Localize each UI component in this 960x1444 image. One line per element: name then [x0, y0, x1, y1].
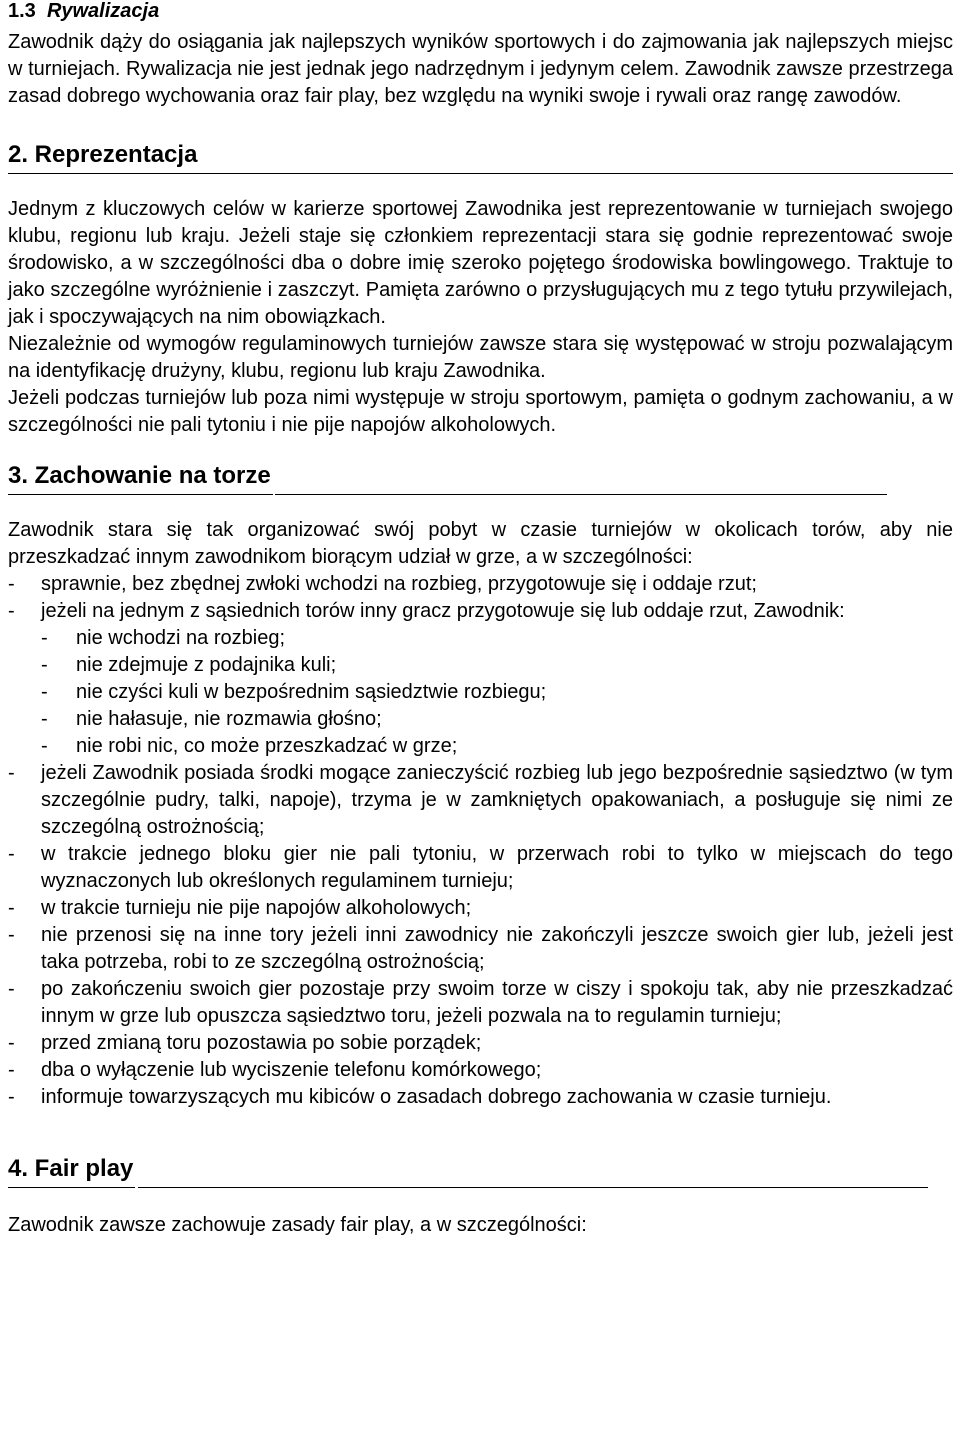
section-3-heading	[8, 461, 953, 495]
list-item-text: jeżeli na jednym z sąsiednich torów inny gracz przygotowuje się lub oddaje rzut, Zawodnik:	[41, 600, 845, 622]
list-item: - dba o wyłączenie lub wyciszenie telefonu komórkowego;	[8, 1057, 953, 1084]
section-3-heading-rule	[275, 494, 887, 495]
section-title: Rywalizacja	[46, 0, 160, 22]
list-item: - nie przenosi się na inne tory jeżeli inni zawodnicy nie zakończyli jeszcze swoich gier lub, jeżeli jest taka potrzeba, robi to ze szczególną ostrożnością;	[8, 922, 953, 976]
list-item	[8, 598, 953, 760]
list-item: - w trakcie jednego bloku gier nie pali tytoniu, w przerwach robi to tylko w miejscach do tego wyznaczonych lub określonych regulaminem turnieju;	[8, 841, 953, 895]
sub-list-item: - nie wchodzi na rozbieg;	[41, 625, 953, 652]
section-4-heading-text: 4. Fair play	[8, 1154, 135, 1188]
section-3-heading-text: 3. Zachowanie na torze	[8, 461, 273, 495]
section-4-intro: Zawodnik zawsze zachowuje zasady fair play, a w szczególności:	[8, 1214, 587, 1236]
sub-list-item: - nie robi nic, co może przeszkadzać w grze;	[41, 733, 953, 760]
section-4-heading	[8, 1154, 953, 1188]
sub-list	[41, 625, 953, 760]
list-item: - sprawnie, bez zbędnej zwłoki wchodzi na rozbieg, przygotowuje się i oddaje rzut;	[8, 571, 953, 598]
section-3-intro: Zawodnik stara się tak organizować swój pobyt w czasie turniejów w okolicach torów, aby nie przeszkadzać innym zawodnikom biorącym udział w grze, a w szczególności:	[8, 519, 953, 568]
section-1-3-paragraph: Zawodnik dąży do osiągania jak najlepszych wyników sportowych i do zajmowania jak najlepszych miejsc w turniejach. Rywalizacja nie jest jednak jego nadrzędnym i jedynym celem. Zawodnik zawsze przestrzega zasad dobrego wychowania oraz fair play, bez względu na wyniki swoje i rywali oraz rangę zawodów.	[8, 31, 953, 107]
document	[8, 0, 953, 1239]
sub-list-item: - nie hałasuje, nie rozmawia głośno;	[41, 706, 953, 733]
section-2-paragraph: Jeżeli podczas turniejów lub poza nimi występuje w stroju sportowym, pamięta o godnym zachowaniu, a w szczególności nie pali tytoniu i nie pije napojów alkoholowych.	[8, 387, 953, 436]
section-number: 1.3	[8, 0, 36, 22]
list-item: - w trakcie turnieju nie pije napojów alkoholowych;	[8, 895, 953, 922]
list-item: - po zakończeniu swoich gier pozostaje przy swoim torze w ciszy i spokoju tak, aby nie przeszkadzać innym w grze lub opuszcza sąsiedztwo toru, jeżeli pozwala na to regulamin turnieju;	[8, 976, 953, 1030]
section-4-heading-rule	[138, 1187, 928, 1188]
section-2-heading: 2. Reprezentacja	[8, 140, 953, 174]
list-item: - informuje towarzyszących mu kibiców o zasadach dobrego zachowania w czasie turnieju.	[8, 1084, 953, 1111]
sub-list-item: - nie zdejmuje z podajnika kuli;	[41, 652, 953, 679]
section-2-paragraph: Niezależnie od wymogów regulaminowych turniejów zawsze stara się występować w stroju pozwalającym na identyfikację drużyny, klubu, regionu lub kraju Zawodnika.	[8, 333, 953, 382]
list-item: - jeżeli Zawodnik posiada środki mogące zanieczyścić rozbieg lub jego bezpośrednie sąsiedztwo (w tym szczególnie pudry, talki, napoje), trzyma je w zamkniętych opakowaniach, a posługuje się nimi ze szczególną ostrożnością;	[8, 760, 953, 841]
sub-list-item: - nie czyści kuli w bezpośrednim sąsiedztwie rozbiegu;	[41, 679, 953, 706]
section-2-paragraph: Jednym z kluczowych celów w karierze sportowej Zawodnika jest reprezentowanie w turniejach swojego klubu, regionu lub kraju. Jeżeli staje się członkiem reprezentacji stara się godnie reprezentować swoje środowisko, a w szczególności dba o dobre imię szeroko pojętego środowiska bowlingowego. Traktuje to jako szczególne wyróżnienie i zaszczyt. Pamięta zarówno o przysługujących mu z tego tytułu przywilejach, jak i spoczywających na nim obowiązkach.	[8, 198, 953, 328]
section-3-list	[8, 571, 953, 1111]
section-1-3-heading	[8, 0, 953, 22]
list-item: - przed zmianą toru pozostawia po sobie porządek;	[8, 1030, 953, 1057]
